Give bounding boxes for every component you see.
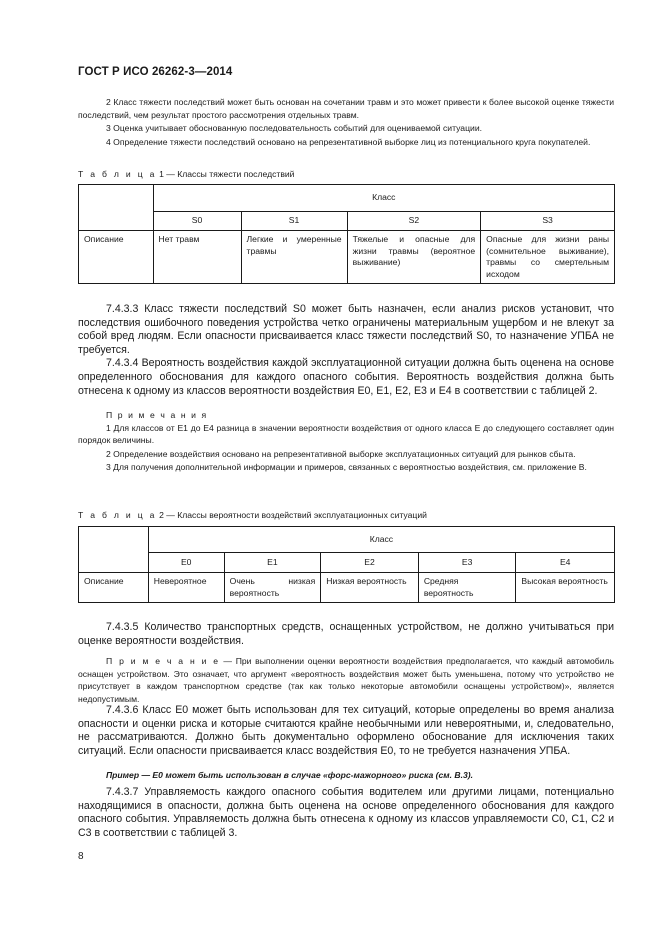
- table2-cell: Средняя вероятность: [418, 573, 516, 603]
- table2-cell: Низкая вероятность: [321, 573, 419, 603]
- table2-row-header: Описание: [79, 573, 149, 603]
- table1-caption-label: Т а б л и ц а: [78, 169, 157, 179]
- table2: [78, 526, 615, 603]
- table2-col-header: E3: [418, 553, 516, 573]
- table2-cell: Невероятное: [148, 573, 224, 603]
- table1-col-header: S1: [241, 212, 347, 231]
- document-header: ГОСТ Р ИСО 26262-3—2014: [78, 66, 233, 78]
- note-single: [78, 655, 614, 705]
- table1-col-header: S2: [347, 212, 481, 231]
- notes-top: [78, 96, 614, 148]
- table1-cell: Опасные для жизни раны (сомнительное выживание), травмы со смертельным исходом: [481, 231, 615, 284]
- table1-corner-cell: [79, 185, 154, 231]
- table1-cell: Легкие и умеренные травмы: [241, 231, 347, 284]
- table1-caption-text: 1 — Классы тяжести последствий: [159, 169, 295, 179]
- note-label: П р и м е ч а н и е: [106, 656, 220, 666]
- note-item: 1 Для классов от E1 до E4 разница в значении вероятности воздействия от одного класса E до следующего составляет один порядок величины.: [78, 422, 614, 445]
- note-item: 3 Оценка учитывает обоснованную последовательность событий для оцениваемой ситуации.: [106, 123, 483, 133]
- note-item: 2 Определение воздействия основано на репрезентативной выборке эксплуатационных ситуаций для рынков сбыта.: [106, 448, 576, 459]
- notes-mid-title: П р и м е ч а н и я: [106, 410, 208, 420]
- paragraph: 7.4.3.7 Управляемость каждого опасного события водителем или другими лицами, потенциально находящимися в опасности, должна быть оценена на основе определенного обоснования для каждого опасного события. Управляемость должна быть отнесена к одному из классов управляемости C0, C1, C2 и C3 в соответствии с таблицей 3.: [78, 786, 614, 839]
- table1-cell: Тяжелые и опасные для жизни травмы (вероятное выживание): [347, 231, 481, 284]
- paragraph: 7.4.3.3 Класс тяжести последствий S0 может быть назначен, если анализ рисков установит, что последствия ошибочного поведения устройства четко ограничены материальным ущербом и не влекут за собой вред людям. Если опасности присваивается класс тяжести последствий S0, то назначение УПБА не требуется.: [78, 303, 614, 356]
- paragraph: 7.4.3.6 Класс E0 может быть использован для тех ситуаций, которые определены во время анализа опасности и оценки риска и которые считаются крайне необычными или невероятными, и, следовательно, не рассматриваются. Должно быть документально оформлено обоснование для исключения таких ситуаций. Если опасности присваивается класс воздействия E0, то не требуется назначения УПБА.: [78, 704, 614, 757]
- section-7-4-3-7: [78, 786, 614, 840]
- example-text: Пример — E0 может быть использован в случае «форс-мажорного» риска (см. B.3).: [106, 770, 474, 780]
- table2-col-header: E4: [516, 553, 615, 573]
- table2-corner-cell: [79, 527, 149, 573]
- note-item: 4 Определение тяжести последствий основано на репрезентативной выборке лиц из потенциального круга покупателей.: [106, 136, 591, 147]
- table2-col-header: E0: [148, 553, 224, 573]
- paragraph: 7.4.3.5 Количество транспортных средств, оснащенных устройством, не должно учитываться при оценке вероятности воздействия.: [78, 621, 614, 647]
- section-7-4-3-3: [78, 303, 614, 398]
- table2-cell: Высокая вероятность: [516, 573, 615, 603]
- table2-cell: Очень низкая вероятность: [224, 573, 321, 603]
- table1-class-header: Класс: [153, 185, 614, 212]
- section-7-4-3-6: [78, 704, 614, 758]
- page-number: 8: [78, 851, 84, 862]
- table1-col-header: S0: [153, 212, 241, 231]
- note-item: 2 Класс тяжести последствий может быть основан на сочетании травм и это может привести к более высокой оценке тяжести последствий, чем результат простого рассмотрения отдельных травм.: [78, 97, 614, 120]
- table2-caption: [78, 510, 427, 520]
- table2-col-header: E2: [321, 553, 419, 573]
- table1: [78, 184, 615, 284]
- table1-col-header: S3: [481, 212, 615, 231]
- note-item: 3 Для получения дополнительной информации и примеров, связанных с вероятностью воздействия, см. приложение B.: [106, 462, 587, 472]
- table2-class-header: Класс: [148, 527, 614, 553]
- table2-caption-label: Т а б л и ц а: [78, 510, 157, 520]
- table1-caption: [78, 169, 295, 179]
- section-7-4-3-5: [78, 621, 614, 648]
- note-text: — При выполнении оценки вероятности воздействия предполагается, что каждый автомобиль оснащен устройством. Это означает, что аргумент «вероятность воздействия может быть уменьшена, потому что устройство не присутствует в каждом транспортном средстве (так как только некоторые автомобили оснащены устройством)», является недопустимым.: [78, 656, 614, 704]
- table2-caption-text: 2 — Классы вероятности воздействий эксплуатационных ситуаций: [159, 510, 427, 520]
- paragraph: 7.4.3.4 Вероятность воздействия каждой эксплуатационной ситуации должна быть оценена на основе определенного обоснования для каждого опасного события. Вероятность воздействия должна быть отнесена к одному из классов вероятности воздействия E0, E1, E2, E3 и E4 в соответствии с таблицей 2.: [78, 357, 614, 397]
- notes-mid: [78, 409, 614, 474]
- table1-row-header: Описание: [79, 231, 154, 284]
- table2-col-header: E1: [224, 553, 321, 573]
- table1-cell: Нет травм: [153, 231, 241, 284]
- example-block: [78, 769, 614, 782]
